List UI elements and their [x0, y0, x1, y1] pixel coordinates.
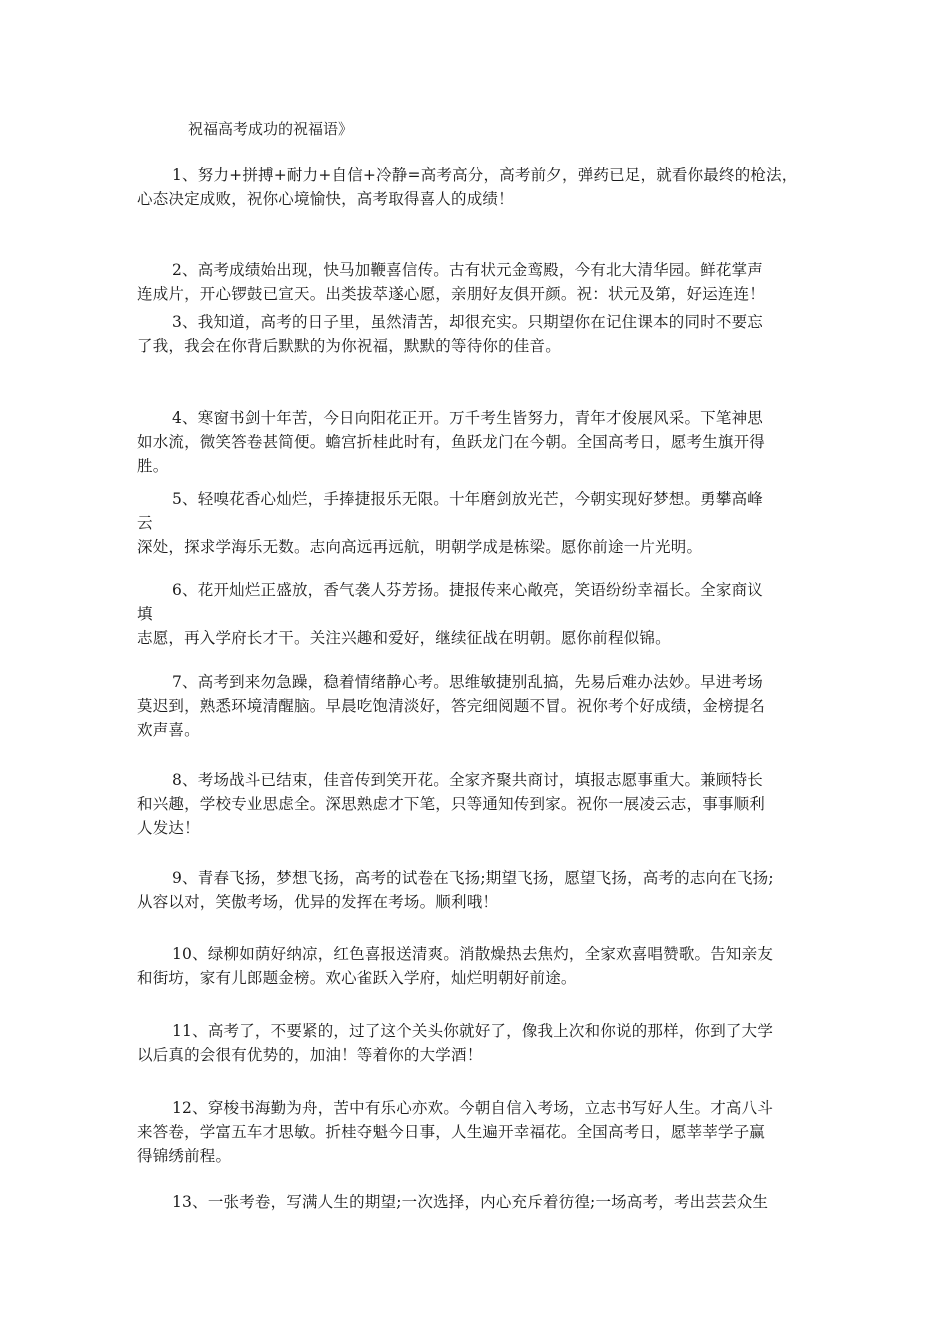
entry-first-line: 10、绿柳如荫好纳凉，红色喜报送清爽。消散燥热去焦灼，全家欢喜唱赞歌。告知亲友 — [172, 945, 774, 963]
document-title: 祝福高考成功的祝福语》 — [188, 120, 354, 138]
entry-line: 以后真的会很有优势的，加油！等着你的大学酒！ — [137, 1046, 483, 1064]
entry-line: 莫迟到，熟悉环境清醒脑。早晨吃饱清淡好，答完细阅题不冒。祝你考个好成绩，金榜提名 — [137, 697, 766, 715]
entry-line: 如水流，微笑答卷甚简便。蟾宫折桂此时有，鱼跃龙门在今朝。全国高考日，愿考生旗开得 — [137, 433, 766, 451]
entry-line: 和兴趣，学校专业思虑全。深思熟虑才下笔，只等通知传到家。祝你一展凌云志，事事顺利 — [137, 795, 766, 813]
entry-first-line: 9、青春飞扬，梦想飞扬，高考的试卷在飞扬;期望飞扬，愿望飞扬，高考的志向在飞扬; — [172, 869, 774, 887]
entry-first-line: 11、高考了，不要紧的，过了这个关头你就好了，像我上次和你说的那样，你到了大学 — [172, 1022, 774, 1040]
entry-first-line: 1、努力+拼搏+耐力+自信+冷静=高考高分，高考前夕，弹药已足，就看你最终的枪法， — [172, 166, 798, 184]
entry-first-line: 13、一张考卷，写满人生的期望;一次选择，内心充斥着彷徨;一场高考，考出芸芸众生 — [172, 1193, 769, 1211]
entry-line: 和街坊，家有儿郎题金榜。欢心雀跃入学府，灿烂明朝好前途。 — [137, 969, 577, 987]
entry-first-line: 3、我知道，高考的日子里，虽然清苦，却很充实。只期望你在记住课本的同时不要忘 — [172, 313, 763, 331]
entry-first-line: 6、花开灿烂正盛放，香气袭人芬芳扬。捷报传来心敞亮，笑语纷纷幸福长。全家商议 — [172, 581, 763, 599]
entry-line: 从容以对，笑傲考场，优异的发挥在考场。顺利哦！ — [137, 893, 499, 911]
entry-line: 了我，我会在你背后默默的为你祝福，默默的等待你的佳音。 — [137, 337, 561, 355]
entry-line: 欢声喜。 — [137, 721, 200, 739]
entry-line: 人发达！ — [137, 819, 200, 837]
entry-line: 来答卷，学富五车才思敏。折桂夺魁今日事，人生遍开幸福花。全国高考日，愿莘莘学子赢 — [137, 1123, 766, 1141]
entry-line: 心态决定成败，祝你心境愉快，高考取得喜人的成绩！ — [137, 190, 514, 208]
entry-first-line: 2、高考成绩始出现，快马加鞭喜信传。古有状元金鸾殿，今有北大清华园。鲜花掌声 — [172, 261, 763, 279]
entry-first-line: 5、轻嗅花香心灿烂，手捧捷报乐无限。十年磨剑放光芒，今朝实现好梦想。勇攀高峰 — [172, 490, 763, 508]
entry-first-line: 7、高考到来勿急躁，稳着情绪静心考。思维敏捷别乱搞，先易后难办法妙。早进考场 — [172, 673, 763, 691]
entry-line: 志愿，再入学府长才干。关注兴趣和爱好，继续征战在明朝。愿你前程似锦。 — [137, 629, 671, 647]
entry-first-line: 12、穿梭书海勤为舟，苦中有乐心亦欢。今朝自信入考场，立志书写好人生。才高八斗 — [172, 1099, 774, 1117]
entry-line: 填 — [137, 605, 153, 623]
entry-line: 胜。 — [137, 457, 169, 475]
entry-first-line: 4、寒窗书剑十年苦，今日向阳花正开。万千考生皆努力，青年才俊展风采。下笔神思 — [172, 409, 763, 427]
entry-line: 深处，探求学海乐无数。志向高远再远航，明朝学成是栋梁。愿你前途一片光明。 — [137, 538, 703, 556]
entry-first-line: 8、考场战斗已结束，佳音传到笑开花。全家齐聚共商讨，填报志愿事重大。兼顾特长 — [172, 771, 763, 789]
entry-line: 云 — [137, 514, 153, 532]
entry-line: 得锦绣前程。 — [137, 1147, 232, 1165]
entry-line: 连成片，开心锣鼓已宣天。出类拔萃遂心愿，亲朋好友俱开颜。祝：状元及第，好运连连！ — [137, 285, 766, 303]
